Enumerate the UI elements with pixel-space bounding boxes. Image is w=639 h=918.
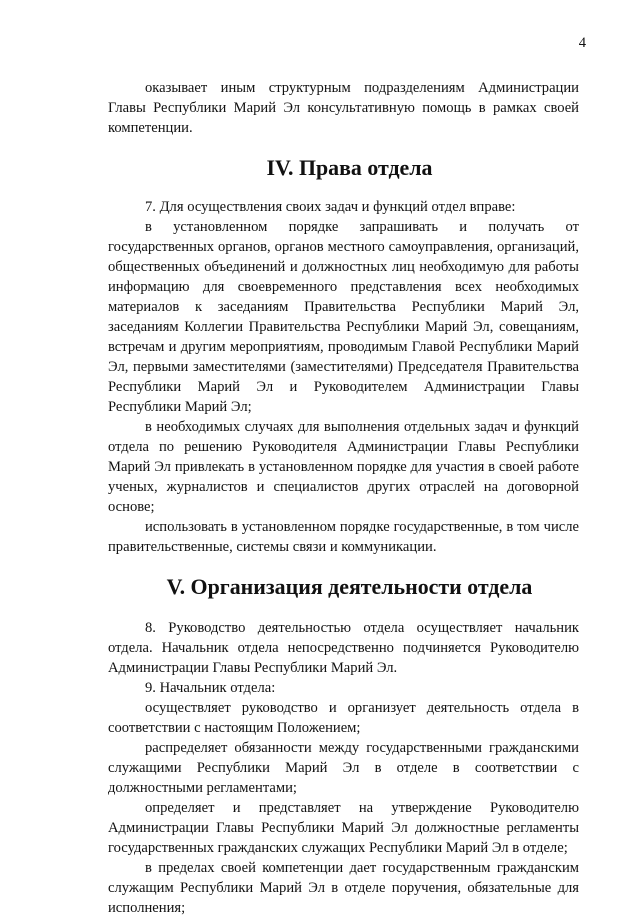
paragraph: в пределах своей компетенции дает государственным гражданским служащим Республики Марий Эл в отделе поручения, обязательные для исполнения; xyxy=(108,860,579,916)
paragraph: 8. Руководство деятельностью отдела осуществляет начальник отдела. Начальник отдела непосредственно подчиняется Руководителю Администрации Главы Республики Марий Эл. xyxy=(108,620,579,676)
spacer xyxy=(108,597,579,618)
document-body xyxy=(108,78,579,918)
paragraph: оказывает иным структурным подразделениям Администрации Главы Республики Марий Эл консультативную помощь в рамках своей компетенции. xyxy=(108,80,579,136)
section-heading: V. Организация деятельности отдела xyxy=(166,574,533,599)
paragraph: определяет и представляет на утверждение Руководителю Администрации Главы Республики Марий Эл должностные регламенты государственных гражданских служащих Республики Марий Эл в отделе; xyxy=(108,800,579,856)
spacer xyxy=(108,178,579,197)
paragraph: 7. Для осуществления своих задач и функций отдел вправе: xyxy=(145,199,516,215)
paragraph: осуществляет руководство и организует деятельность отдела в соответствии с настоящим Положением; xyxy=(108,700,579,736)
paragraph: использовать в установленном порядке государственные, в том числе правительственные, системы связи и коммуникации. xyxy=(108,519,579,555)
section-heading: IV. Права отдела xyxy=(266,155,433,180)
paragraph: 9. Начальник отдела: xyxy=(145,680,276,696)
paragraph: в установленном порядке запрашивать и получать от государственных органов, органов местного самоуправления, организаций, общественных объединений и должностных лиц необходимую для работы информацию для своевременного представления всех необходимых материалов к заседаниям Правительства Республики Марий Эл, заседаниям Коллегии Правительства Республики Марий Эл, совещаниям, встречам и другим мероприятиям, проводимым Главой Республики Марий Эл, первыми заместителями (заместителями) Председателя Правительства Республики Марий Эл и Руководителем Администрации Главы Республики Марий Эл; xyxy=(108,219,579,415)
page-number: 4 xyxy=(578,35,586,51)
paragraph: распределяет обязанности между государственными гражданскими служащими Республики Марий Эл в отделе в соответствии с должностными регламентами; xyxy=(108,740,579,796)
paragraph: в необходимых случаях для выполнения отдельных задач и функций отдела по решению Руководителя Администрации Главы Республики Марий Эл привлекать в установленном порядке для участия в своей работе ученых, журналистов и специалистов других отраслей на договорной основе; xyxy=(108,419,579,515)
